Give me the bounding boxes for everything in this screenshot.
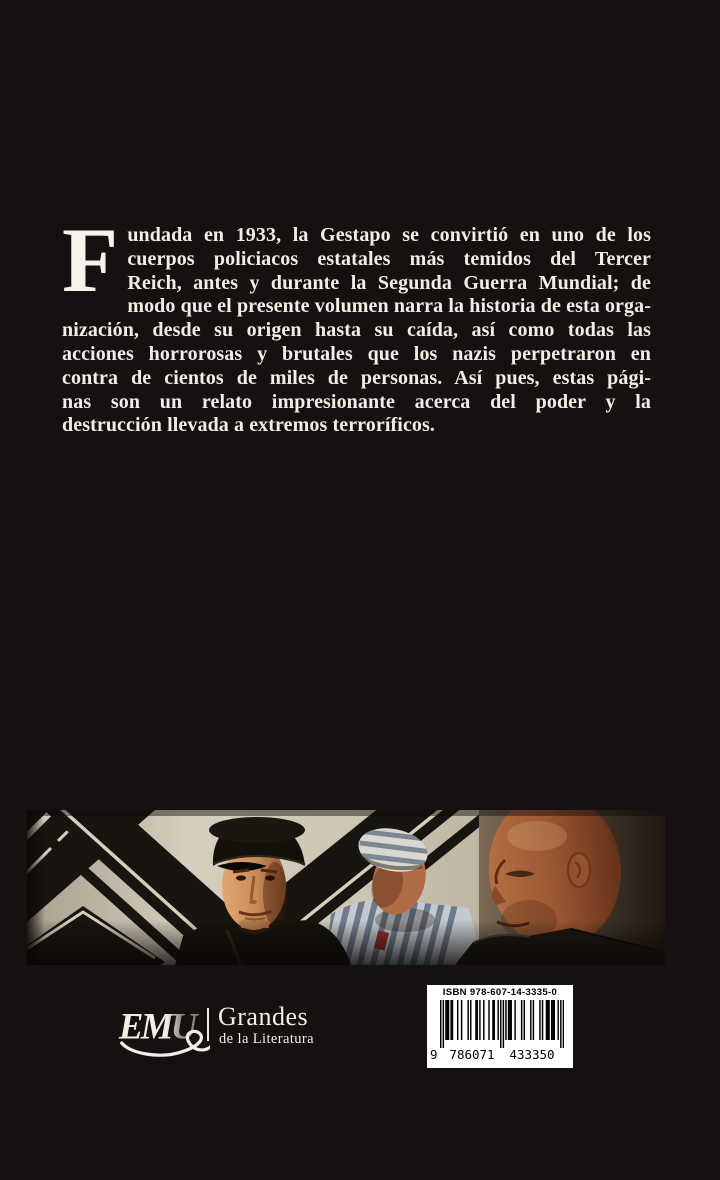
synopsis-line: nización, desde su origen hasta su caída, así como todas las — [62, 319, 651, 342]
synopsis-line: modo que el presente volumen narra la historia de esta orga- — [127, 295, 651, 318]
emu-monogram — [118, 1002, 210, 1060]
isbn-barcode — [427, 985, 573, 1068]
barcode-digit-left: 9 — [430, 1047, 438, 1062]
synopsis-line: undada en 1933, la Gestapo se convirtió en uno de los — [127, 224, 651, 246]
back-cover-photo — [27, 810, 665, 965]
synopsis-line: Reich, antes y durante la Segunda Guerra Mundial; de — [127, 271, 651, 294]
synopsis-line: acciones horrorosas y brutales que los nazis perpetraron en — [62, 342, 651, 365]
publisher-subtitle: de la Literatura — [219, 1031, 314, 1047]
drop-cap: F — [62, 209, 119, 311]
publisher-name: Grandes — [218, 1002, 309, 1031]
barcode-digit-right: 433350 — [509, 1047, 555, 1062]
barcode-digit-mid: 786071 — [449, 1047, 495, 1062]
synopsis-paragraph — [62, 209, 651, 438]
synopsis-line: contra de cientos de miles de personas. Así pues, estas pági- — [62, 366, 651, 389]
logo-divider — [207, 1008, 209, 1041]
barcode-bars — [440, 1000, 564, 1050]
ear — [568, 853, 590, 887]
synopsis-line: nas son un relato impresionante acerca del poder y la — [62, 390, 651, 413]
synopsis-line: cuerpos policiacos estatales más temidos del Tercer — [127, 247, 651, 270]
synopsis-line: destrucción llevada a extremos terroríficos. — [62, 414, 436, 437]
isbn-label: ISBN 978-607-14-3335-0 — [442, 987, 558, 998]
publisher-logo — [118, 1002, 318, 1060]
svg-text:EMU: EMU — [118, 1005, 195, 1047]
